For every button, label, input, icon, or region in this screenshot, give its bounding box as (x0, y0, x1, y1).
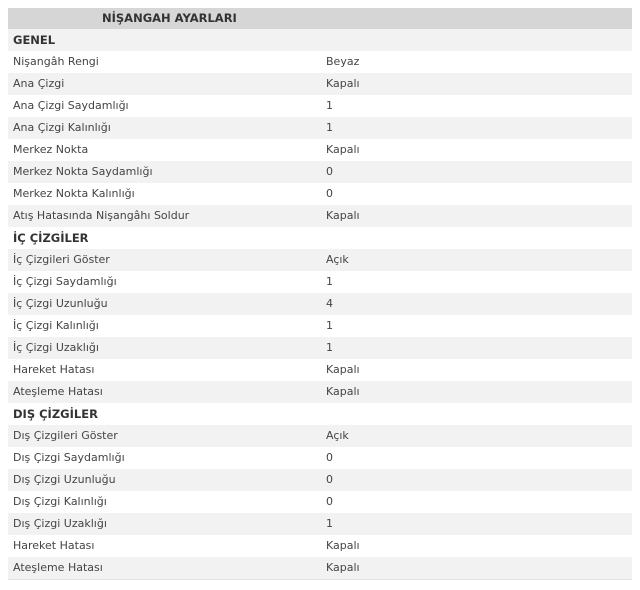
setting-value: Kapalı (326, 539, 360, 552)
table-row (8, 447, 632, 469)
setting-value: Kapalı (326, 561, 360, 574)
section-heading-genel: GENEL (8, 29, 632, 51)
table-row (8, 359, 632, 381)
table-row (8, 51, 632, 73)
table-row (8, 73, 632, 95)
setting-value: 0 (326, 495, 333, 508)
table-row (8, 337, 632, 359)
setting-label: İç Çizgi Uzunluğu (13, 297, 108, 310)
table-row (8, 95, 632, 117)
setting-label: Dış Çizgi Uzaklığı (13, 517, 107, 530)
setting-value: Kapalı (326, 363, 360, 376)
table-row (8, 293, 632, 315)
setting-label: Hareket Hatası (13, 539, 95, 552)
table-row (8, 381, 632, 403)
setting-value: 4 (326, 297, 333, 310)
setting-value: Kapalı (326, 209, 360, 222)
table-row (8, 205, 632, 227)
setting-label: İç Çizgi Uzaklığı (13, 341, 99, 354)
setting-label: Dış Çizgi Saydamlığı (13, 451, 125, 464)
table-row (8, 183, 632, 205)
setting-value: 1 (326, 319, 333, 332)
setting-value: Kapalı (326, 143, 360, 156)
setting-label: Merkez Nokta (13, 143, 89, 156)
setting-label: Merkez Nokta Saydamlığı (13, 165, 153, 178)
table-row (8, 469, 632, 491)
setting-value: 1 (326, 121, 333, 134)
table-bottom-divider (8, 579, 632, 580)
setting-label: Dış Çizgileri Göster (13, 429, 118, 442)
table-row (8, 535, 632, 557)
table-title: NİŞANGAH AYARLARI (8, 8, 632, 29)
setting-value: Beyaz (326, 55, 360, 68)
setting-value: 0 (326, 165, 333, 178)
section-heading-dis-cizgiler: DIŞ ÇİZGİLER (8, 403, 632, 425)
setting-value: Kapalı (326, 385, 360, 398)
setting-label: Hareket Hatası (13, 363, 95, 376)
table-row (8, 117, 632, 139)
setting-value: 1 (326, 275, 333, 288)
table-row (8, 271, 632, 293)
setting-label: İç Çizgi Saydamlığı (13, 275, 117, 288)
table-row (8, 139, 632, 161)
setting-label: Atış Hatasında Nişangâhı Soldur (13, 209, 190, 222)
setting-label: Ana Çizgi (13, 77, 65, 90)
table-row (8, 249, 632, 271)
setting-label: Ateşleme Hatası (13, 561, 103, 574)
setting-label: Ana Çizgi Kalınlığı (13, 121, 111, 134)
setting-value: Kapalı (326, 77, 360, 90)
setting-label: İç Çizgi Kalınlığı (13, 319, 99, 332)
setting-value: 1 (326, 341, 333, 354)
setting-value: 1 (326, 99, 333, 112)
table-row (8, 161, 632, 183)
setting-label: Nişangâh Rengi (13, 55, 99, 68)
setting-label: Merkez Nokta Kalınlığı (13, 187, 135, 200)
setting-value: 0 (326, 451, 333, 464)
setting-value: 0 (326, 473, 333, 486)
section-heading-ic-cizgiler: İÇ ÇİZGİLER (8, 227, 632, 249)
setting-label: Dış Çizgi Uzunluğu (13, 473, 116, 486)
setting-label: Dış Çizgi Kalınlığı (13, 495, 107, 508)
table-row (8, 491, 632, 513)
table-row (8, 557, 632, 579)
table-row (8, 315, 632, 337)
setting-label: İç Çizgileri Göster (13, 253, 110, 266)
table-row (8, 425, 632, 447)
setting-label: Ateşleme Hatası (13, 385, 103, 398)
table-row (8, 513, 632, 535)
setting-value: 0 (326, 187, 333, 200)
setting-value: 1 (326, 517, 333, 530)
settings-table (8, 8, 632, 580)
setting-label: Ana Çizgi Saydamlığı (13, 99, 129, 112)
setting-value: Açık (326, 429, 349, 442)
setting-value: Açık (326, 253, 349, 266)
